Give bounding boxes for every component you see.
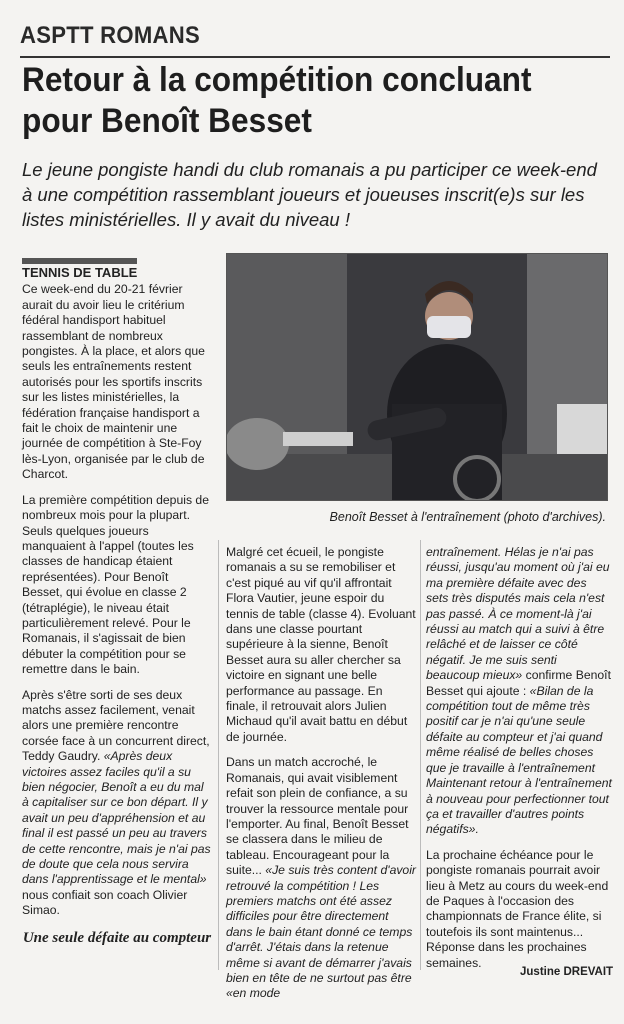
intertitle: Une seule défaite au compteur (22, 929, 212, 946)
rubric-divider (20, 56, 610, 58)
paragraph (22, 688, 212, 919)
paragraph: Ce week-end du 20-21 février aurait du avoir lieu le critérium fédéral handisport habituel rassemblant de nombreux pongistes. À la place, et alors que seuls les entraînements restent autorisés pour les sportifs inscrits sur les listes ministérielles, la fédération française handisport a fait le choix de maintenir une journée de compétition à Ste-Foy lès-Lyon, organisée par le club de Charcot. (22, 282, 205, 482)
text-run: Dans un match accroché, le Romanais, qui avait visiblement refait son plein de confiance, a su trouver la ressource mentale pour l'emporter. Au final, Benoît Besset se classera dans le milieu de tableau. Encourageant pour la suite... (226, 755, 409, 878)
column-divider (420, 540, 421, 970)
column-2 (226, 545, 416, 1012)
paragraph: La première compétition depuis de nombreux mois pour la plupart. Seuls quelques joueurs manquaient à l'appel (toutes les classes de handicap étaient représentées). Pour Benoît Besset, qui évolue en classe 2 (tétraplégie), le niveau était particulièrement relevé. Pour le Romanais, il s'agissait de bien débuter la compétition pour se remettre dans le bain. (22, 492, 209, 677)
quote: «Après deux victoires assez faciles qu'il a su bien négocier, Benoît a eu du mal à capitaliser sur ce bon départ. Il y avait un peu d'appréhension et au final il est passé un peu au travers de cette rencontre, mais je n'ai pas de doute que cela nous servira dans l'apprentissage et le mental» (22, 749, 211, 887)
text-run: Après s'être sorti de ses deux matchs assez facilement, venait alors une première rencontre corsée face à un concurrent direct, Teddy Gaudry. (22, 687, 210, 764)
photo-illustration (227, 254, 607, 500)
paragraph (226, 755, 416, 1002)
paragraph: La prochaine échéance pour le pongiste romanais pourrait avoir lieu à Metz au cours du week-end de Paques à l'occasion des championnats de France élite, si toutefois ils sont maintenus... Réponse dans les prochaines semaines. (426, 847, 609, 970)
paragraph: Malgré cet écueil, le pongiste romanais a su se remobiliser et c'est piqué au vif qu'il affrontait Flora Vautier, jeune espoir du tennis de table (classe 4). Evoluant dans une classe pourtant supérieure à la sienne, Benoît Besset aura su aller chercher sa victoire en signant une belle performance au passage. En finale, il retrouvait alors Julien Michaud qu'il avait battu en début de journée. (226, 545, 416, 744)
photo-caption: Benoît Besset à l'entraînement (photo d'archives). (329, 510, 606, 524)
quote: «Bilan de la compétition tout de même très positif car je n'ai qu'une seule défaite au compteur et j'ai quand même réalisé de belles choses que je travaille à l'entraînement Maintenant retour à l'entraînement à nouveau pour perfectionner tout ça et travailler d'autres points négatifs». (426, 683, 612, 837)
column-1 (22, 258, 212, 947)
text-run: nous confiait son coach Olivier Simao. (22, 887, 188, 918)
section-rubric: ASPTT ROMANS (20, 22, 200, 49)
author-signature: Justine DREVAIT (520, 966, 614, 978)
standfirst: Le jeune pongiste handi du club romanais a pu participer ce week-end à une compétition rassemblant joueurs et joueuses inscrit(e)s sur les listes ministérielles. Il y avait du niveau ! (22, 159, 597, 230)
quote: «Je suis très content d'avoir retrouvé la compétition ! Les premiers matchs ont été assez difficiles pour être directement dans le bain étant donné ce temps d'arrêt. J'étais dans la retenue même si avant de démarrer j'avais bien en tête de ne surtout pas être «en mode (226, 863, 416, 1001)
column-3 (426, 545, 612, 981)
headline: Retour à la compétition concluant pour Benoît Besset (22, 61, 532, 140)
article-photo (226, 253, 608, 501)
column-divider (218, 540, 219, 970)
paragraph (426, 545, 612, 838)
section-kicker: TENNIS DE TABLE (22, 258, 137, 280)
quote: entraînement. Hélas je n'ai pas réussi, jusqu'au moment où j'ai eu ma première défaite avec des sets très disputés mais cela n'est pas passé. À ce moment-là j'ai réussi au match qui a suivi à être relâché et de laisser ce côté négatif. Je me suis senti beaucoup mieux» (426, 545, 610, 683)
text-run: confirme Benoît Besset qui ajoute : (426, 668, 611, 698)
